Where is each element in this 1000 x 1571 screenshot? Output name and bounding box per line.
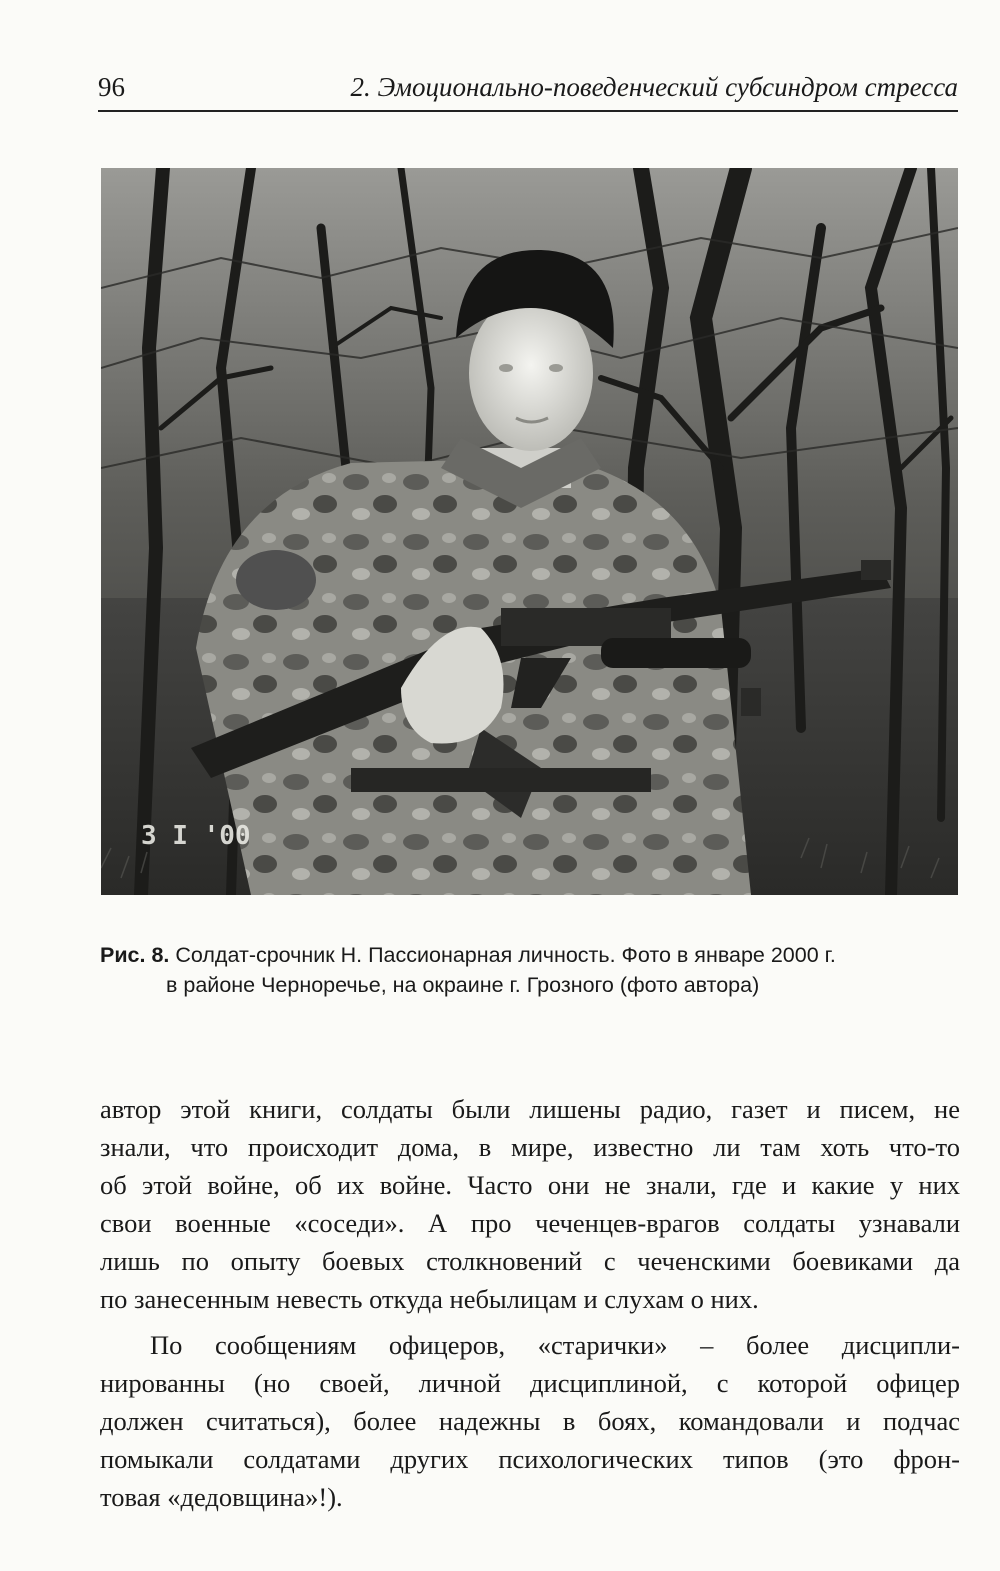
- caption-line-1: [100, 940, 960, 970]
- photo-date-stamp: 3 I '00: [141, 821, 251, 851]
- body-text: [100, 1090, 960, 1516]
- caption-text-2: в районе Черноречье, на окраине г. Грозного (фото автора): [166, 973, 760, 997]
- paragraph-1: [100, 1090, 960, 1318]
- text-line: знали, что происходит дома, в мире, известно ли там хоть что-то: [100, 1132, 960, 1162]
- caption-text-1: Солдат-срочник Н. Пассионарная личность. Фото в январе 2000 г.: [169, 943, 836, 967]
- text-line: лишь по опыту боевых столкновений с чеченскими боевиками да: [100, 1246, 960, 1276]
- soldier-photo: [101, 168, 958, 895]
- text-line: товая «дедовщина»!).: [100, 1482, 343, 1512]
- page-header: [98, 70, 958, 112]
- figure-label: Рис. 8.: [100, 943, 170, 967]
- page-number: 96: [98, 72, 125, 102]
- text-line: автор этой книги, солдаты были лишены радио, газет и писем, не: [100, 1094, 960, 1124]
- text-line: должен считаться), более надежны в боях, командовали и подчас: [100, 1406, 960, 1436]
- running-title: 2. Эмоционально-поведенческий субсиндром стресса: [350, 72, 958, 102]
- text-line: По сообщениям офицеров, «старички» – более дисципли-: [150, 1330, 960, 1360]
- text-line: помыкали солдатами других психологических типов (это фрон-: [100, 1444, 960, 1474]
- text-line: по занесенным невесть откуда небылицам и слухам о них.: [100, 1284, 759, 1314]
- paragraph-2: [100, 1326, 960, 1516]
- text-line: свои военные «соседи». А про чеченцев-врагов солдаты узнавали: [100, 1208, 960, 1238]
- figure-caption: [100, 940, 960, 1000]
- text-line: нированны (но своей, личной дисциплиной, с которой офицер: [100, 1368, 960, 1398]
- text-line: об этой войне, об их войне. Часто они не знали, где и какие у них: [100, 1170, 960, 1200]
